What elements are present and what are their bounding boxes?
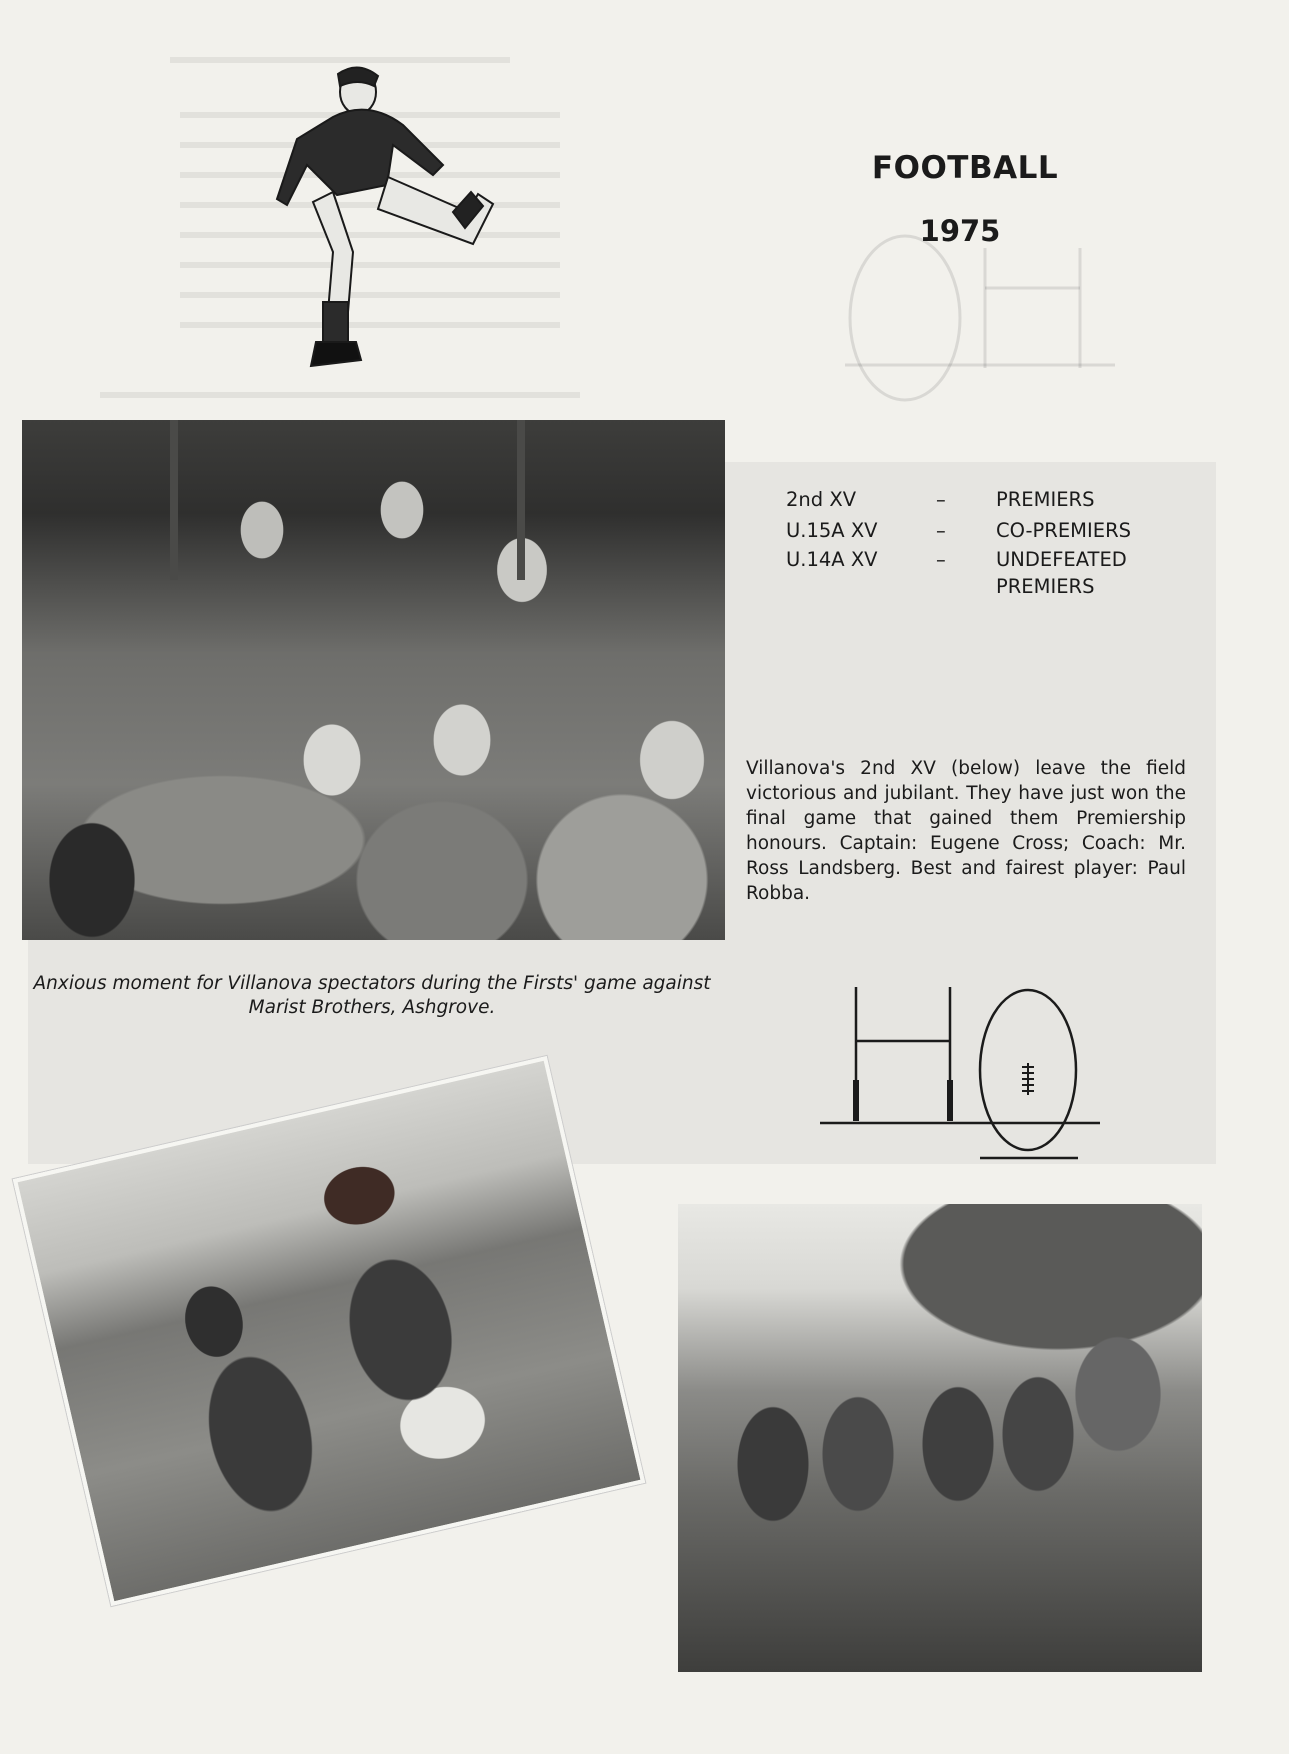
crowd-photo-caption: Anxious moment for Villanova spectators during the Firsts' game against Marist Brothers, Ashgrove. bbox=[33, 973, 711, 1018]
result-status: UNDEFEATED PREMIERS bbox=[996, 548, 1127, 598]
kicking-player-illustration bbox=[238, 62, 498, 392]
result-dash: – bbox=[936, 519, 946, 542]
page-year: 1975 bbox=[919, 214, 1001, 248]
crowd-photo bbox=[22, 420, 725, 940]
result-dash: – bbox=[936, 548, 946, 571]
result-row bbox=[786, 515, 1186, 546]
result-team: U.15A XV bbox=[786, 519, 878, 542]
page-title: FOOTBALL bbox=[871, 150, 1059, 186]
result-dash: – bbox=[936, 488, 946, 511]
result-team: 2nd XV bbox=[786, 488, 857, 511]
result-row bbox=[786, 484, 1186, 515]
result-status: CO-PREMIERS bbox=[996, 519, 1131, 542]
result-status: PREMIERS bbox=[996, 488, 1095, 511]
premiership-results bbox=[786, 484, 1186, 600]
show-through-goalpost-icon bbox=[845, 228, 1125, 408]
result-row bbox=[786, 546, 1186, 600]
goalpost-ball-icon bbox=[820, 985, 1100, 1165]
result-team: U.14A XV bbox=[786, 548, 878, 571]
team-leaving-field-photo bbox=[678, 1204, 1202, 1672]
second-xv-caption: Villanova's 2nd XV (below) leave the field victorious and jubilant. They have just won the final game that gained them Premiership honours. Captain: Eugene Cross; Coach: Mr. Ross Landsberg. Best and fairest player: Paul Robba. bbox=[746, 758, 1186, 904]
